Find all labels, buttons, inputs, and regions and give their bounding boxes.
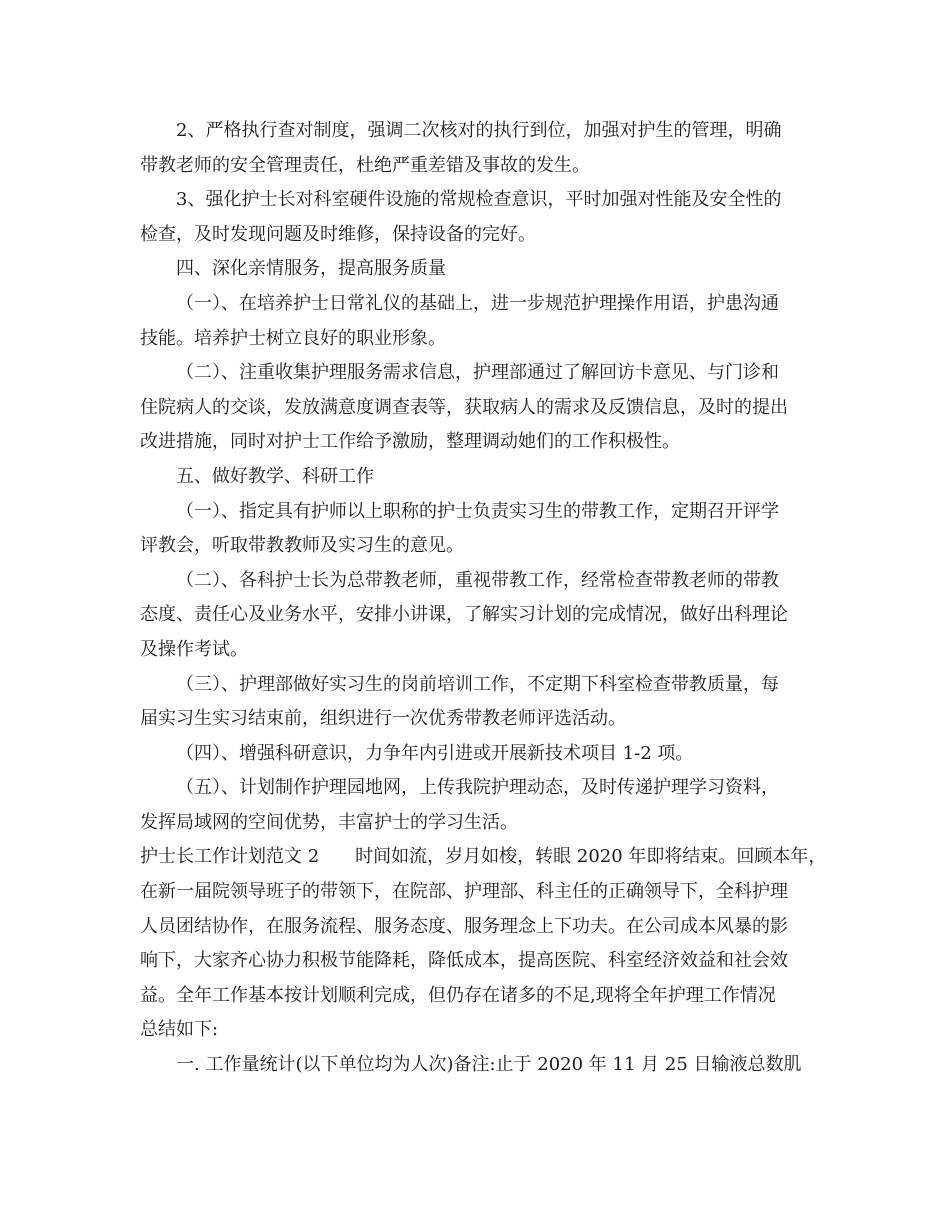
document-body (140, 114, 830, 1083)
document-line: 及操作考试。 (140, 638, 248, 660)
document-line: （三）、护理部做好实习生的岗前培训工作，不定期下科室检查带教质量，每 (176, 673, 779, 695)
document-line: 四、深化亲情服务，提高服务质量 (176, 258, 446, 280)
document-line: 改进措施，同时对护士工作给予激励，整理调动她们的工作积极性。 (140, 431, 680, 453)
document-line: （二）、各科护士长为总带教老师，重视带教工作，经常检查带教老师的带教 (176, 569, 779, 591)
document-line: 住院病人的交谈，发放满意度调查表等，获取病人的需求及反馈信息，及时的提出 (140, 396, 788, 418)
document-line: 在新一届院领导班子的带领下，在院部、护理部、科主任的正确领导下，全科护理 (140, 881, 788, 903)
document-line: 人员团结协作，在服务流程、服务态度、服务理念上下功夫。在公司成本风暴的影 (140, 915, 788, 937)
document-line: 益。全年工作基本按计划顺利完成，但仍存在诸多的不足,现将全年护理工作情况 (140, 984, 776, 1006)
document-line: 技能。培养护士树立良好的职业形象。 (140, 327, 446, 349)
document-line: 发挥局域网的空间优势，丰富护士的学习生活。 (140, 811, 518, 833)
document-line: （一）、在培养护士日常礼仪的基础上，进一步规范护理操作用语，护患沟通 (176, 292, 779, 314)
document-line: 护士长工作计划范文 2 时间如流，岁月如梭，转眼 2020 年即将结束。回顾本年， (140, 846, 827, 868)
document-line: 检查，及时发现问题及时维修，保持设备的完好。 (140, 223, 536, 245)
document-line: （二）、注重收集护理服务需求信息，护理部通过了解回访卡意见、与门诊和 (176, 362, 779, 384)
document-line: 一. 工作量统计(以下单位均为人次)备注:止于 2020 年 11 月 25 日输液总数肌 (176, 1054, 802, 1076)
document-line: （一）、指定具有护师以上职称的护士负责实习生的带教工作，定期召开评学 (176, 500, 779, 522)
document-line: 评教会，听取带教教师及实习生的意见。 (140, 535, 464, 557)
document-line: 响下，大家齐心协力积极节能降耗，降低成本，提高医院、科室经济效益和社会效 (140, 950, 788, 972)
document-line: 总结如下: (140, 1019, 219, 1041)
document-line: 五、做好教学、科研工作 (176, 465, 374, 487)
document-line: （五）、计划制作护理园地网，上传我院护理动态，及时传递护理学习资料， (176, 777, 779, 799)
document-line: （四）、增强科研意识，力争年内引进或开展新技术项目 1-2 项。 (176, 742, 694, 764)
document-line: 带教老师的安全管理责任，杜绝严重差错及事故的发生。 (140, 154, 590, 176)
document-line: 3、强化护士长对科室硬件设施的常规检查意识，平时加强对性能及安全性的 (176, 189, 782, 211)
document-line: 态度、责任心及业务水平，安排小讲课，了解实习计划的完成情况，做好出科理论 (140, 604, 788, 626)
document-line: 2、严格执行查对制度，强调二次核对的执行到位，加强对护生的管理，明确 (176, 120, 782, 141)
document-line: 届实习生实习结束前，组织进行一次优秀带教老师评选活动。 (140, 708, 626, 730)
